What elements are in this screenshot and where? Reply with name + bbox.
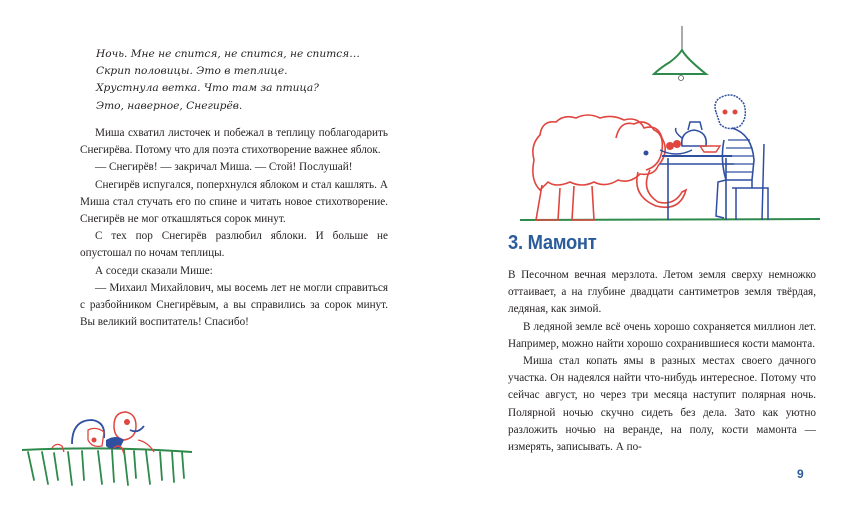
paragraph: В ледяной земле всё очень хорошо сохраняется миллион лет. Например, можно найти хорошо сохранившиеся кости мамонта. [508, 320, 816, 350]
paragraph: С тех пор Снегирёв разлюбил яблоки. И больше не опустошал по ночам теплицы. [80, 230, 388, 260]
poem-line: Ночь. Мне не спится, не спится, не спится… [96, 48, 360, 60]
paragraph: Снегирёв испугался, поперхнулся яблоком и стал кашлять. А Миша стал стучать его по спине и читать новое стихотворение. Снегирёв не мог откашляться сорок минут. [80, 178, 388, 226]
mammoth-tea-illustration [520, 20, 820, 230]
poem-line: Хрустнула ветка. Что там за птица? [96, 82, 319, 95]
paragraph: — Снегирёв! — закричал Миша. — Стой! Послушай! [95, 161, 353, 174]
chapter-title: 3. Мамонт [508, 232, 597, 254]
poem-line: Это, наверное, Снегирёв. [96, 99, 243, 112]
right-body-text [508, 267, 816, 456]
poem-block [96, 46, 396, 115]
poem-line: Скрип половицы. Это в теплице. [96, 65, 288, 78]
paragraph: — Михаил Михайлович, мы восемь лет не могли справиться с разбойником Снегирёвым, а вы справились за сорок минут. Вы великий воспитатель! Спасибо! [80, 281, 388, 329]
paragraph: Миша стал копать ямы в разных местах своего дачного участка. Он надеялся найти что-нибудь интересное. Потому что сейчас август, но через три месяца наступит полярная ночь. Полярной ночью скучно сидеть без дела. Зато как уютно разложить ночью на веранде, на полу, кости мамонта — измерять, записывать. А по- [508, 355, 816, 454]
paragraph: Миша схватил листочек и побежал в теплицу поблагодарить Снегирёва. Потому что для поэта стихотворение важнее яблок. [80, 127, 388, 157]
kids-behind-fence-illustration [10, 390, 210, 490]
paragraph: В Песочном вечная мерзлота. Летом земля сверху немножко оттаивает, а на глубине двадцати сантиметров земля твёрдая, ледяная, как зимой. [508, 269, 816, 316]
left-body-text [80, 125, 388, 331]
page-number: 9 [797, 467, 804, 481]
paragraph: А соседи сказали Мише: [95, 264, 213, 277]
